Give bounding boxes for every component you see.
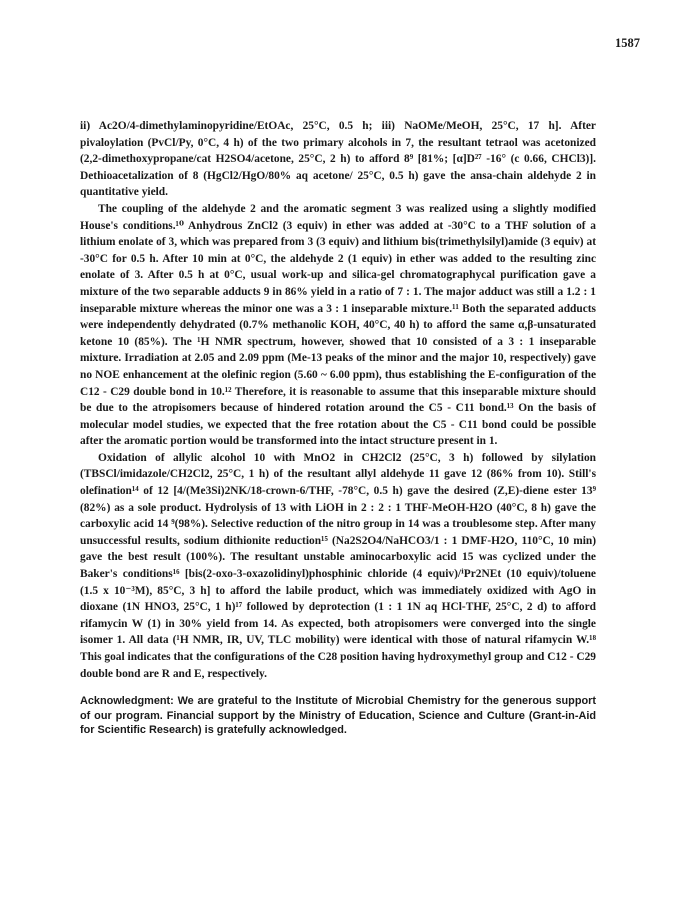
acknowledgment — [80, 694, 596, 737]
acknowledgment-text: We are grateful to the Institute of Microbial Chemistry for the generous support of our program. Financial support by the Ministry of Education, Science and Culture (Grant-in-Aid for Scientific Research) is gratefully acknowledged. — [80, 695, 597, 736]
acknowledgment-label: Acknowledgment: — [80, 695, 174, 708]
paragraph-1: ii) Ac2O/4-dimethylaminopyridine/EtOAc, 25°C, 0.5 h; iii) NaOMe/MeOH, 25°C, 17 h]. After pivaloylation (PvCl/Py, 0°C, 4 h) of the two primary alcohols in 7, the resultant tetraol was acetonized (2,2-dimethoxypropane/cat H2SO4/acetone, 25°C, 2 h) to afford 8⁹ [81%; [α]D²⁷ -16° (c 0.66, CHCl3)]. Dethioacetalization of 8 (HgCl2/HgO/80% aq acetone/ 25°C, 0.5 h) gave the ansa-chain aldehyde 2 in quantitative yield. — [80, 120, 596, 199]
main-text — [80, 118, 596, 682]
article-body — [80, 118, 596, 737]
paragraph-2: The coupling of the aldehyde 2 and the aromatic segment 3 was realized using a slightly modified House's conditions.¹⁰ Anhydrous ZnCl2 (3 equiv) in ether was added at -30°C to a THF solution of a lithium enolate of 3, which was prepared from 3 (3 equiv) and lithium bis(trimethylsilyl)amide (3 equiv) at -30°C for 0.5 h. After 10 min at 0°C, the aldehyde 2 (1 equiv) in ether was added to the resulting zinc enolate of 3. After 0.5 h at 0°C, usual work-up and silica-gel chromatographycal purification gave a mixture of the two separable adducts 9 in 86% yield in a ratio of 7 : 1. The major adduct was still a 1.2 : 1 inseparable mixture whereas the minor one was a 3 : 1 inseparable mixture.¹¹ Both the separated adducts were independently dehydrated (0.7% methanolic KOH, 40°C, 40 h) to afford the same α,β-unsaturated ketone 10 (85%). The ¹H NMR spectrum, however, showed that 10 consisted of a 3 : 1 inseparable mixture. Irradiation at 2.05 and 2.09 ppm (Me-13 peaks of the minor and the major 10, respectively) gave no NOE enhancement at the olefinic region (5.60 ~ 6.00 ppm), thus establishing the E-configuration of the C12 - C29 double bond in 10.¹² Therefore, it is reasonable to assume that this inseparable mixture should be due to the atropisomers because of hindered rotation around the C5 - C11 bond.¹³ On the basis of molecular model studies, we expected that the free rotation about the C5 - C11 bond could be possible after the aromatic portion would be transformed into the intact structure present in 1. — [80, 202, 596, 448]
page-number: 1587 — [615, 36, 640, 50]
paragraph-3: Oxidation of allylic alcohol 10 with MnO2 in CH2Cl2 (25°C, 3 h) followed by silylation (TBSCl/imidazole/CH2Cl2, 25°C, 1 h) of the resultant allyl aldehyde 11 gave 12 (86% from 10). Still's olefination¹⁴ of 12 [4/(Me3Si)2NK/18-crown-6/THF, -78°C, 0.5 h) gave the desired (Z,E)-diene ester 13⁹ (82%) as a sole product. Hydrolysis of 13 with LiOH in 2 : 2 : 1 THF-MeOH-H2O (40°C, 8 h) gave the carboxylic acid 14 ⁹(98%). Selective reduction of the nitro group in 14 was a troublesome step. After many unsuccessful results, sodium dithionite reduction¹⁵ (Na2S2O4/NaHCO3/1 : 1 DMF-H2O, 110°C, 10 min) gave the best result (100%). The resultant unstable aminocarboxylic acid 15 was cyclized under the Baker's conditions¹⁶ [bis(2-oxo-3-oxazolidinyl)phosphinic chloride (4 equiv)/ⁱPr2NEt (10 equiv)/toluene (1.5 x 10⁻³M), 85°C, 3 h] to afford the labile product, which was immediately oxidized with AgO in dioxane (1N HNO3, 25°C, 1 h)¹⁷ followed by deprotection (1 : 1 1N aq HCl-THF, 25°C, 2 d) to afford rifamycin W (1) in 30% yield from 14. As expected, both atropisomers were converged into the single isomer 1. All data (¹H NMR, IR, UV, TLC mobility) were identical with those of natural rifamycin W.¹⁸ This goal indicates that the configurations of the C28 position having hydroxymethyl group and C12 - C29 double bond are R and E, respectively. — [80, 451, 596, 680]
